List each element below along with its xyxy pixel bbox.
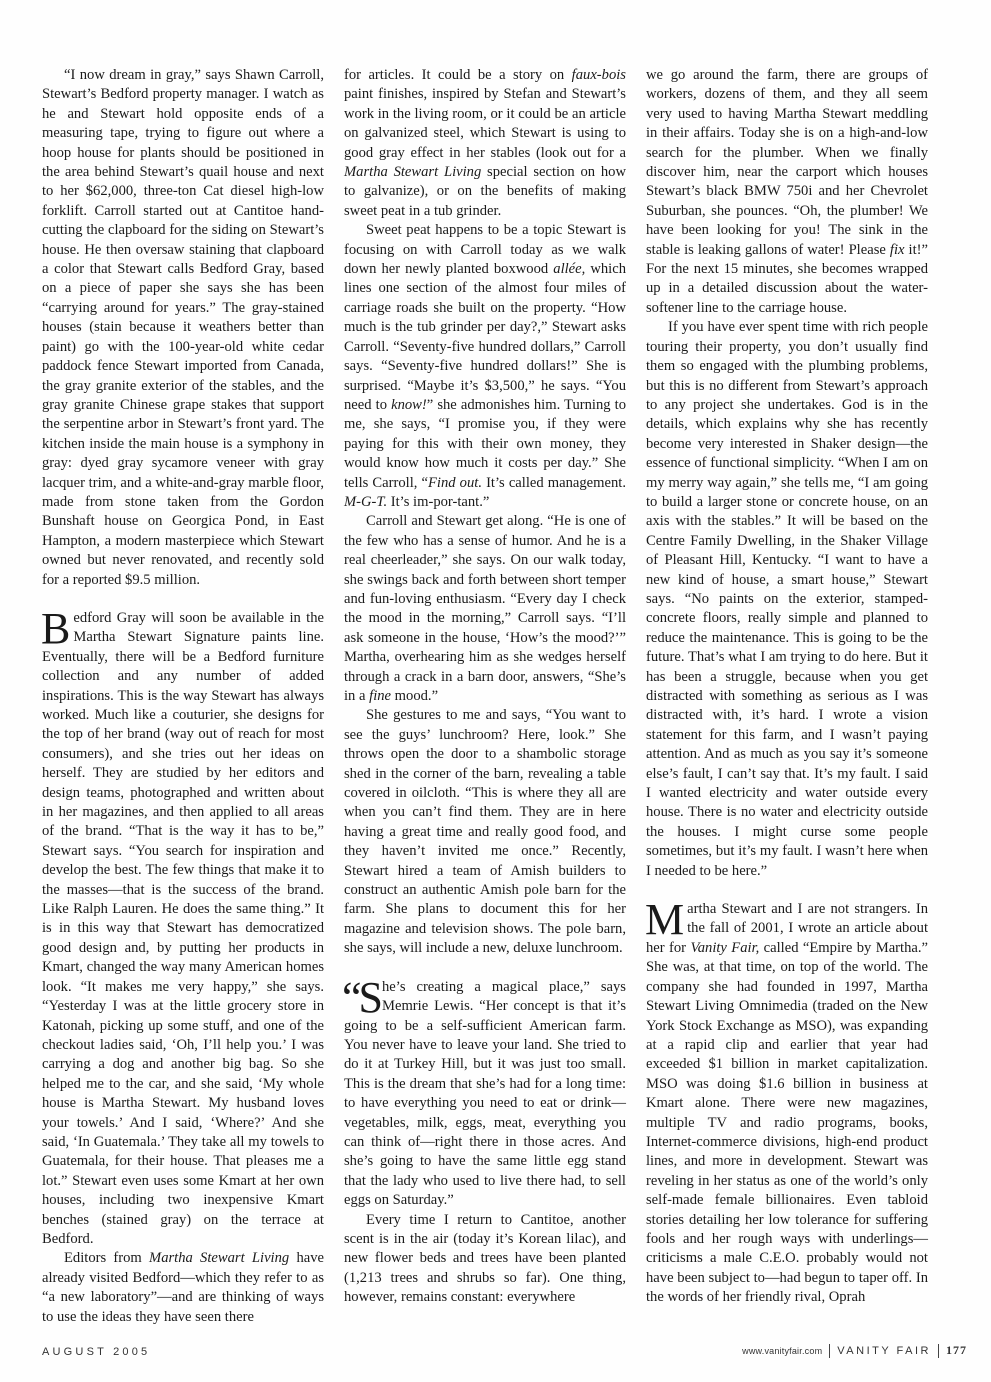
column-2 bbox=[344, 66, 626, 1308]
drop-cap: M bbox=[645, 895, 685, 945]
website-url: www.vanityfair.com bbox=[742, 1345, 823, 1356]
paragraph: If you have ever spent time with rich people touring their property, you don’t usually find them so engaged with the plumbing problems, but this is no different from Stewart’s approach to any project she undertakes. God is in the details, which explains why she has recently become very interested in Shaker design—the essence of functional simplicity. “When I am on my merry way again,” she tells me, “I am going to build a larger stone or concrete house, on an axis with the stables.” It will be based on the Centre Family Dwelling, in the Shaker Village of Pleasant Hill, Kentucky. “I want to have a new kind of house, a smart house,” Stewart says. “No paints on the exterior, stamped-concrete floors, really simple and planned to reduce the maintenance. This is going to be the future. That’s what I am trying to do here. But it has been a struggle, because when you get distracted with something as serious as I was distracted with, it’s hard. I wrote a vision statement for this farm, and I wasn’t paying attention. And as much as you say it’s someone else’s fault, I can’t say that. It’s my fault. I said I wanted electricity and water outside every house. There is no water and electricity outside the houses. I might curse some people sometimes, but it’s my fault. I wasn’t here when I needed to be here.” bbox=[646, 319, 928, 879]
paragraph: Every time I return to Cantitoe, another scent is in the air (today it’s Korean lilac), and new flower beds and trees have been planted (1,213 trees and shrubs so far). One thing, however, remains constant: everywhere bbox=[344, 1211, 626, 1306]
paragraph: “She’s creating a magical place,” says Memrie Lewis. “Her concept is that it’s going to be a self-sufficient American farm. You never have to leave your land. She tried to do it at Turkey Hill, but it was just too small. This is the dream that she’s had for a long time: to have everything you need to eat or drink—vegetables, milk, eggs, meat, everything you can think of—right there in those acres. And she’s going to have the same little egg stand that the lady who used to live there had, to sell eggs on Saturday.” bbox=[342, 972, 626, 1209]
drop-cap: “S bbox=[342, 972, 380, 1022]
paragraph: Sweet peat happens to be a topic Stewart is focusing on with Carroll today as we walk down her newly planted boxwood allée, which lines one section of the almost four miles of carriage roads she built on the property. “How much is the tub grinder per day?,” Stewart asks Carroll. “Seventy-five hundred dollars,” Carroll says. “Seventy-five hundred dollars!” She is surprised. “Maybe it’s $3,500,” he says. “You need to know!” she admonishes him. Turning to me, she says, “I promise you, if they were paying for this with their own money, they would know how much it costs per day.” She tells Carroll, “Find out. It’s called management. M-G-T. It’s im-por-tant.” bbox=[344, 222, 626, 510]
paragraph: for articles. It could be a story on faux-bois paint finishes, inspired by Stefan and Stewart’s work in the living room, or it could be an article on galvanized steel, which Stewart is using to good gray effect in her stables (look out for a Martha Stewart Living special section on how to galvanize), or on the benefits of making sweet peat in a tub grinder. bbox=[344, 67, 626, 219]
page-footer bbox=[742, 1343, 967, 1358]
column-1 bbox=[42, 66, 324, 1327]
paragraph: we go around the farm, there are groups of workers, dozens of them, and they all seem very used to having Martha Stewart meddling in their affairs. Today she is on a high-and-low search for the plumber. When we finally discover him, near the carport which houses Stewart’s black BMW 750i and her Chevrolet Suburban, she pounces. “Oh, the plumber! We have been looking for you! The sink in the stable is leaking gallons of water! Please fix it!” For the next 15 minutes, she becomes wrapped up in a detailed discussion about the water-softener line to the carriage house. bbox=[646, 67, 928, 316]
paragraph: Bedford Gray will soon be available in the Martha Stewart Signature paints line. Eventually, there will be a Bedford furniture collection and any number of added inspirations. This is the way Stewart has always worked. Much like a couturier, she designs for the top of her brand (way out of reach for most consumers), and she tries out her ideas on herself. They are studied by her editors and design teams, photographed and written about in her magazines, and then applied to all areas of the brand. “That is the way it has to be,” Stewart says. “You search for inspiration and develop the best. The few things that make it to the masses—that is the success of the brand. Like Ralph Lauren. He does the same thing.” It is in this way that Stewart has democratized good design and, by putting her products in Kmart, changed the way many American homes look. “It makes me very happy,” she says. “Yesterday I was at the little grocery store in Katonah, picking up some stuff, and one of the checkout ladies said, ‘Oh, I’ll help you.’ I was carrying a dog and another big bag. So she helped me to the car, and she said, ‘My whole house is Martha Stewart. My husband loves your towels.’ And I said, ‘Where?’ And she said, ‘In Guatemala.’ They take all my towels to Guatemala, for their house. That pleases me a lot.” Stewart even uses some Kmart at her own houses, including two inexpensive Kmart benches (stained gray) on the terrace at Bedford. bbox=[41, 603, 324, 1247]
drop-cap: B bbox=[41, 603, 71, 653]
issue-date: AUGUST 2005 bbox=[42, 1346, 151, 1358]
paragraph: Carroll and Stewart get along. “He is one of the few who has a sense of humor. And he is a real cheerleader,” she says. On our walk today, she swings back and forth between short temper and fun-loving enthusiasm. “Every day I check the mood in the morning,” Carroll says. “I’ll ask someone in the house, ‘How’s the mood?’” Martha, overhearing him as she wedges herself through a crack in a barn door, answers, “She’s in a fine mood.” bbox=[344, 513, 626, 704]
magazine-name: VANITY FAIR bbox=[837, 1344, 931, 1357]
page-number: 177 bbox=[946, 1343, 967, 1357]
paragraph: “I now dream in gray,” says Shawn Carroll, Stewart’s Bedford property manager. I watch as he and Stewart hold opposite ends of a measuring tape, trying to figure out where a hoop house for plants should be positioned in the area behind Stewart’s quail house and next to her $62,000, three-ton Cat diesel high-low forklift. Carroll started out at Cantitoe hand-cutting the clapboard for the siding on Stewart’s house. He then oversaw staining that clapboard a color that Stewart calls Bedford Gray, based on a piece of paper she says she has been “carrying around for years.” The gray-stained houses (stain because it weathers better than paint) go with the 100-year-old white cedar paddock fence Stewart imported from Canada, the gray granite exterior of the stables, and the gray granite Chinese grape stakes that support the serpentine arbor in Stewart’s front yard. The kitchen inside the main house is a symphony in gray: dyed gray sycamore veneer with gray lacquer trim, and a white-and-gray marble floor, made from stone taken from the Gordon Bunshaft house on Georgica Pond, in East Hampton, a modern masterpiece which Stewart owned but never renovated, and recently sold for a reported $9.5 million. bbox=[42, 67, 324, 588]
paragraph: Editors from Martha Stewart Living have already visited Bedford—which they refer to as “a new laboratory”—and are thinking of ways to use the ideas they have seen there bbox=[42, 1250, 325, 1325]
divider bbox=[829, 1344, 830, 1358]
paragraph: She gestures to me and says, “You want to see the guys’ lunchroom? Here, look.” She throws open the door to a shambolic storage shed in the corner of the barn, revealing a table covered in oilcloth. “This is where they all are when you can’t find them. They are in here having a great time and really good food, and they haven’t invited me once.” Recently, Stewart hired a team of Amish builders to construct an authentic Amish pole barn for the farm. She plans to document this for her magazine and television shows. The pole barn, she says, will include a new, deluxe lunchroom. bbox=[344, 707, 626, 957]
column-3 bbox=[646, 66, 928, 1308]
divider bbox=[938, 1344, 939, 1358]
paragraph: Martha Stewart and I are not strangers. In the fall of 2001, I wrote an article about her for Vanity Fair, called “Empire by Martha.” She was, at that time, on top of the world. The company she had founded in 1997, Martha Stewart Living Omnimedia (traded on the New York Stock Exchange as MSO), was expanding at a rapid clip and earlier that year had exceeded $1 billion in market capitalization. MSO was doing $1.6 billion in business at Kmart alone. There were new magazines, multiple TV and radio programs, books, Internet-commerce divisions, high-end product lines, and more in development. Stewart was reveling in her status as one of the world’s only self-made female billionaires. Even tabloid stories detailing her low tolerance for suffering fools and her rough ways with underlings—criticisms a male C.E.O. probably would not have been subject to—had begun to taper off. In the words of her friendly rival, Oprah bbox=[645, 895, 928, 1306]
